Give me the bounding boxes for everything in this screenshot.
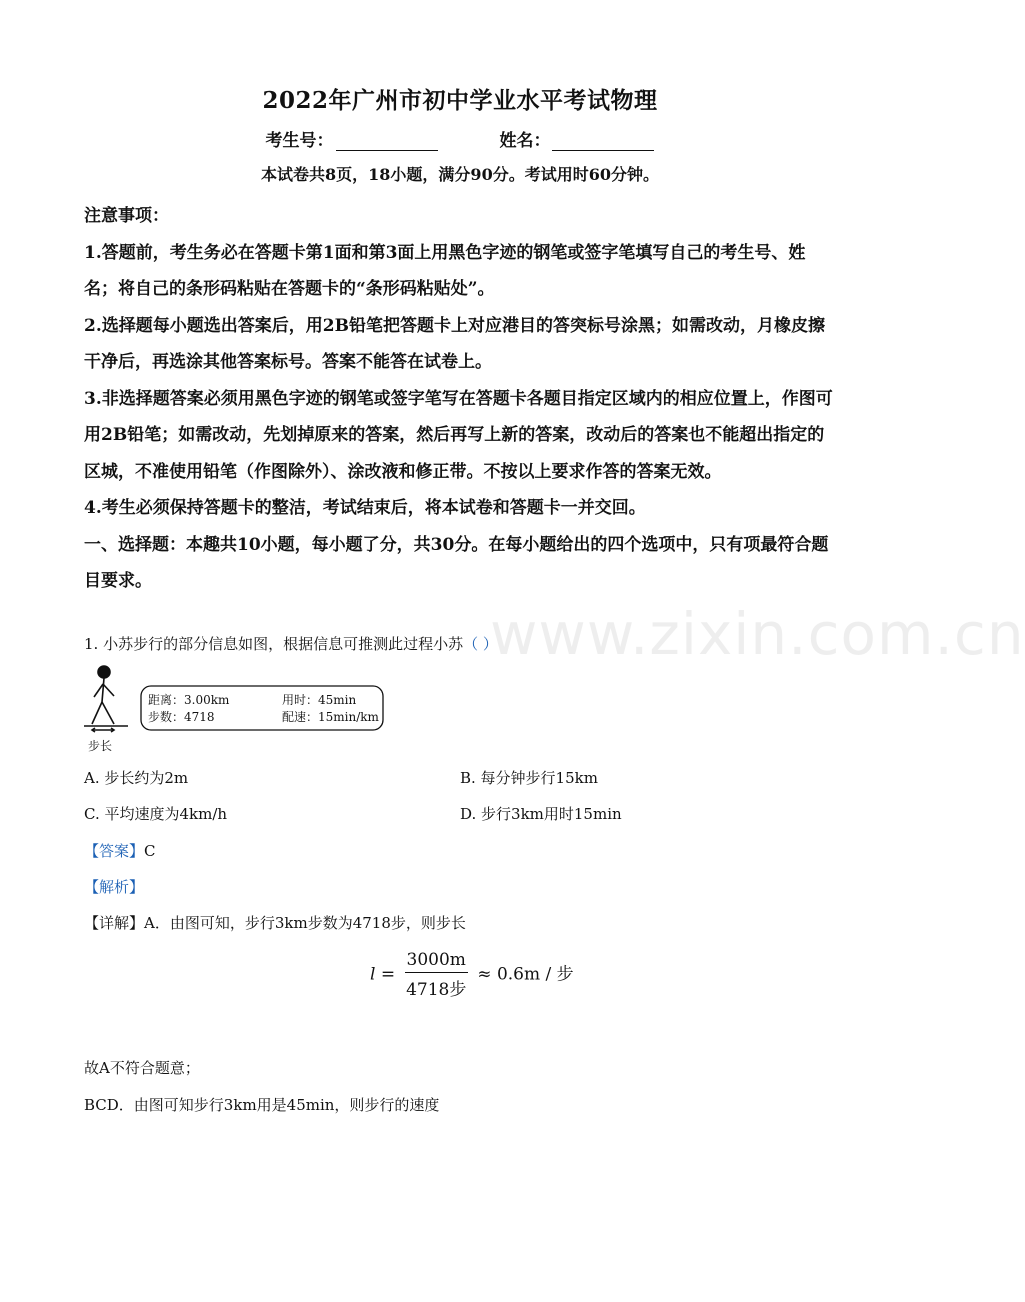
pace-text: 配速：15min/km xyxy=(282,710,379,724)
name-label: 姓名： xyxy=(499,131,551,151)
option-c: C. 平均速度为4km/h xyxy=(84,805,228,823)
answer-value: C xyxy=(144,842,156,860)
answer-line xyxy=(84,840,156,861)
detail-text: A．由图可知，步行3km步数为4718步，则步长 xyxy=(144,914,466,932)
formula-lhs: l = xyxy=(370,964,396,985)
distance-text: 距离：3.00km xyxy=(148,693,230,707)
walking-info-figure xyxy=(84,662,394,762)
option-b: B. 每分钟步行15km xyxy=(460,769,598,787)
name-blank xyxy=(552,132,654,151)
answer-label: 【答案】 xyxy=(84,842,145,860)
detail-label: 【详解】 xyxy=(84,914,145,932)
formula-numerator: 3000m xyxy=(405,950,468,973)
exam-number-blank xyxy=(336,132,438,151)
formula-rhs: ≈ 0.6m / 步 xyxy=(477,964,574,985)
step-length-label: 步长 xyxy=(88,739,113,753)
conclusion-a: 故A不符合题意； xyxy=(84,1059,200,1077)
time-text: 用时：45min xyxy=(282,693,357,707)
watermark: www.zixin.com.cn xyxy=(490,600,1025,668)
question-stem xyxy=(84,633,498,654)
answer-bracket: （ ） xyxy=(463,635,498,653)
notes-section xyxy=(84,198,836,600)
note-item: 1.答题前，考生务必在答题卡第1面和第3面上用黑色字迹的钢笔或签字笔填写自己的考生号、姓名；将自己的条形码粘贴在答题卡的“条形码粘贴处”。 xyxy=(84,242,806,299)
option-d: D. 步行3km用时15min xyxy=(460,805,622,823)
note-item: 2.选择题每小题选出答案后，用2B铅笔把答题卡上对应港目的答突标号涂黑；如需改动，月橡皮擦干净后，再选涂其他答案标号。答案不能答在试卷上。 xyxy=(84,315,825,372)
steps-text: 步数：4718 xyxy=(148,710,215,724)
detail-line xyxy=(84,912,466,933)
name-field xyxy=(499,126,654,151)
walker-icon xyxy=(84,666,128,732)
page-title: 2022年广州市初中学业水平考试物理 xyxy=(262,87,658,114)
option-a: A. 步长约为2m xyxy=(84,769,189,787)
note-item: 3.非选择题答案必须用黑色字迹的钢笔或签字笔写在答题卡各题目指定区域内的相应位置上，作图可用2B铅笔；如需改动，先划掉原来的答案，然后再写上新的答案，改动后的答案也不能超出指定的区城，不准使用铅笔（作图除外）、涂改液和修正带。不按以上要求作答的答案无效。 xyxy=(84,388,833,482)
question-text: 1. 小苏步行的部分信息如图，根据信息可推测此过程小苏 xyxy=(84,635,464,653)
formula-denominator: 4718步 xyxy=(406,980,467,1000)
note-item: 4.考生必须保持答题卡的整洁，考试结束后，将本试卷和答题卡一并交回。 xyxy=(84,498,646,518)
candidate-id-line xyxy=(0,126,920,151)
exam-number-field xyxy=(266,126,438,151)
formula-fraction xyxy=(405,950,468,1000)
section-heading: 一、选择题：本趣共10小题，每小题了分，共30分。在每小题给出的四个选项中，只有项最符合题目要求。 xyxy=(84,534,829,591)
notes-heading: 注意事项： xyxy=(84,206,169,226)
exam-info: 本试卷共8页，18小题，满分90分。考试用时60分钟。 xyxy=(261,165,659,184)
analysis-label: 【解析】 xyxy=(84,878,145,896)
bcd-text: BCD．由图可知步行3km用是45min，则步行的速度 xyxy=(84,1096,440,1114)
step-length-formula xyxy=(370,950,574,1000)
exam-number-label: 考生号： xyxy=(265,131,334,151)
